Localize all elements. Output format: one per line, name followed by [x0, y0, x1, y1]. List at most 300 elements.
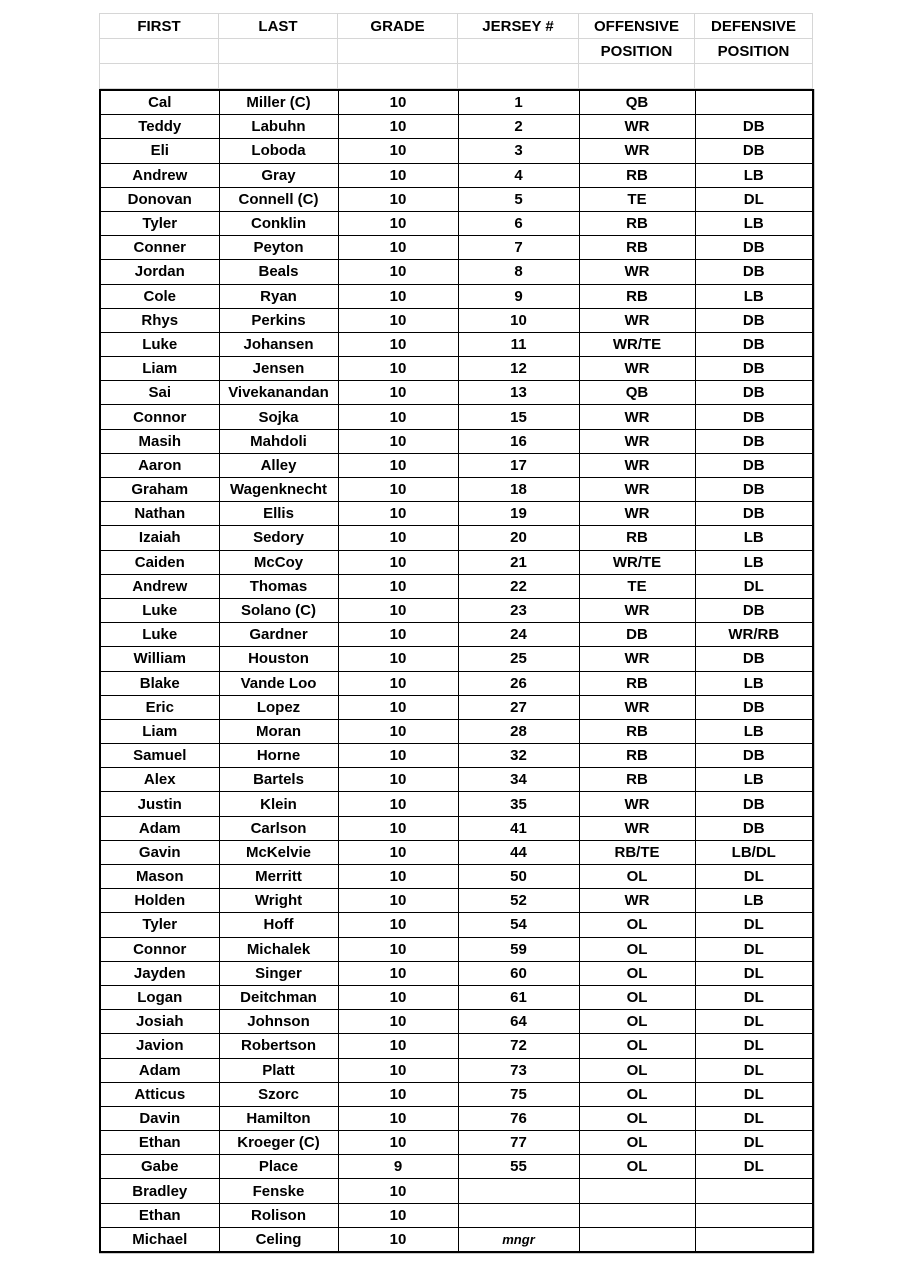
table-row	[100, 1034, 813, 1058]
cell-offensive-position: OL	[579, 1058, 695, 1082]
cell-grade: 10	[338, 889, 458, 913]
spacer-cell	[219, 39, 338, 64]
cell-jersey: 16	[458, 429, 579, 453]
cell-last: McKelvie	[219, 840, 338, 864]
cell-jersey: 9	[458, 284, 579, 308]
blank-spacer-row	[100, 64, 813, 89]
cell-last: Labuhn	[219, 115, 338, 139]
cell-grade: 10	[338, 550, 458, 574]
cell-jersey: 13	[458, 381, 579, 405]
table-row	[100, 211, 813, 235]
cell-jersey: 4	[458, 163, 579, 187]
cell-offensive-position	[579, 1227, 695, 1252]
table-row	[100, 381, 813, 405]
cell-defensive-position: DL	[695, 1106, 813, 1130]
cell-jersey: 5	[458, 187, 579, 211]
cell-first: Gabe	[100, 1155, 219, 1179]
cell-first: Liam	[100, 357, 219, 381]
cell-grade: 10	[338, 115, 458, 139]
cell-grade: 10	[338, 1106, 458, 1130]
cell-last: Hamilton	[219, 1106, 338, 1130]
table-row	[100, 574, 813, 598]
cell-offensive-position: QB	[579, 90, 695, 115]
cell-first: Gavin	[100, 840, 219, 864]
cell-first: Davin	[100, 1106, 219, 1130]
cell-first: Izaiah	[100, 526, 219, 550]
spacer-cell	[579, 64, 695, 89]
cell-jersey: 2	[458, 115, 579, 139]
cell-jersey: 35	[458, 792, 579, 816]
cell-first: Logan	[100, 985, 219, 1009]
cell-jersey: 15	[458, 405, 579, 429]
table-row	[100, 526, 813, 550]
cell-first: Connor	[100, 405, 219, 429]
cell-last: Conklin	[219, 211, 338, 235]
cell-jersey: 6	[458, 211, 579, 235]
cell-offensive-position: RB	[579, 744, 695, 768]
cell-grade: 10	[338, 1179, 458, 1203]
cell-offensive-position: WR	[579, 139, 695, 163]
cell-jersey: mngr	[458, 1227, 579, 1252]
cell-offensive-position: OL	[579, 1131, 695, 1155]
cell-offensive-position: RB/TE	[579, 840, 695, 864]
roster-table-body	[100, 90, 813, 1252]
cell-jersey: 55	[458, 1155, 579, 1179]
cell-last: Michalek	[219, 937, 338, 961]
cell-grade: 10	[338, 260, 458, 284]
cell-offensive-position: WR	[579, 260, 695, 284]
cell-defensive-position: DL	[695, 1155, 813, 1179]
cell-last: McCoy	[219, 550, 338, 574]
table-row	[100, 744, 813, 768]
cell-last: Mahdoli	[219, 429, 338, 453]
cell-jersey	[458, 1179, 579, 1203]
header-row-2	[100, 39, 813, 64]
cell-last: Beals	[219, 260, 338, 284]
spacer-cell	[338, 64, 458, 89]
cell-offensive-position: WR/TE	[579, 550, 695, 574]
cell-jersey: 20	[458, 526, 579, 550]
table-row	[100, 1131, 813, 1155]
cell-grade: 10	[338, 1131, 458, 1155]
cell-defensive-position: DL	[695, 1034, 813, 1058]
cell-last: Perkins	[219, 308, 338, 332]
table-row	[100, 913, 813, 937]
spacer-cell	[458, 64, 579, 89]
cell-first: Ethan	[100, 1203, 219, 1227]
cell-offensive-position	[579, 1179, 695, 1203]
cell-last: Peyton	[219, 236, 338, 260]
cell-first: Blake	[100, 671, 219, 695]
col-header-jersey: JERSEY #	[458, 14, 579, 39]
cell-defensive-position: DB	[695, 332, 813, 356]
cell-first: Connor	[100, 937, 219, 961]
cell-first: Andrew	[100, 574, 219, 598]
cell-first: Luke	[100, 332, 219, 356]
cell-grade: 10	[338, 719, 458, 743]
cell-last: Rolison	[219, 1203, 338, 1227]
cell-jersey: 76	[458, 1106, 579, 1130]
cell-defensive-position	[695, 90, 813, 115]
cell-offensive-position: RB	[579, 768, 695, 792]
cell-first: Luke	[100, 598, 219, 622]
cell-jersey: 3	[458, 139, 579, 163]
cell-grade: 10	[338, 236, 458, 260]
cell-defensive-position: DB	[695, 453, 813, 477]
cell-last: Solano (C)	[219, 598, 338, 622]
col-header-first: FIRST	[100, 14, 219, 39]
cell-last: Houston	[219, 647, 338, 671]
cell-last: Hoff	[219, 913, 338, 937]
cell-jersey: 10	[458, 308, 579, 332]
cell-jersey: 18	[458, 478, 579, 502]
cell-grade: 10	[338, 453, 458, 477]
col-subheader-defensive-position: POSITION	[695, 39, 813, 64]
cell-jersey: 21	[458, 550, 579, 574]
cell-defensive-position: DB	[695, 647, 813, 671]
col-header-offensive: OFFENSIVE	[579, 14, 695, 39]
cell-defensive-position: DL	[695, 1131, 813, 1155]
col-header-last: LAST	[219, 14, 338, 39]
cell-grade: 10	[338, 816, 458, 840]
cell-last: Ryan	[219, 284, 338, 308]
table-row	[100, 865, 813, 889]
table-row	[100, 671, 813, 695]
cell-jersey: 26	[458, 671, 579, 695]
cell-defensive-position: DB	[695, 744, 813, 768]
cell-jersey: 52	[458, 889, 579, 913]
cell-defensive-position: DB	[695, 236, 813, 260]
table-row	[100, 598, 813, 622]
table-row	[100, 115, 813, 139]
cell-jersey: 64	[458, 1010, 579, 1034]
cell-grade: 10	[338, 332, 458, 356]
cell-first: Josiah	[100, 1010, 219, 1034]
cell-jersey: 77	[458, 1131, 579, 1155]
cell-grade: 9	[338, 1155, 458, 1179]
cell-grade: 10	[338, 478, 458, 502]
cell-jersey: 27	[458, 695, 579, 719]
cell-first: Liam	[100, 719, 219, 743]
cell-grade: 10	[338, 647, 458, 671]
cell-first: Caiden	[100, 550, 219, 574]
cell-first: Michael	[100, 1227, 219, 1252]
table-row	[100, 1058, 813, 1082]
col-header-defensive: DEFENSIVE	[695, 14, 813, 39]
cell-defensive-position: LB	[695, 719, 813, 743]
table-row	[100, 260, 813, 284]
cell-defensive-position: DB	[695, 115, 813, 139]
cell-offensive-position: QB	[579, 381, 695, 405]
cell-last: Bartels	[219, 768, 338, 792]
roster-header	[99, 13, 813, 89]
cell-defensive-position: LB	[695, 211, 813, 235]
cell-grade: 10	[338, 284, 458, 308]
cell-offensive-position: WR	[579, 598, 695, 622]
cell-offensive-position: OL	[579, 961, 695, 985]
table-row	[100, 502, 813, 526]
spacer-cell	[100, 39, 219, 64]
cell-grade: 10	[338, 90, 458, 115]
cell-jersey: 11	[458, 332, 579, 356]
cell-last: Celing	[219, 1227, 338, 1252]
table-row	[100, 961, 813, 985]
cell-defensive-position: WR/RB	[695, 623, 813, 647]
cell-grade: 10	[338, 840, 458, 864]
cell-defensive-position: DB	[695, 357, 813, 381]
cell-first: Bradley	[100, 1179, 219, 1203]
cell-first: Samuel	[100, 744, 219, 768]
cell-grade: 10	[338, 1034, 458, 1058]
cell-first: Graham	[100, 478, 219, 502]
table-row	[100, 139, 813, 163]
cell-last: Vande Loo	[219, 671, 338, 695]
cell-grade: 10	[338, 744, 458, 768]
cell-first: Luke	[100, 623, 219, 647]
cell-grade: 10	[338, 792, 458, 816]
table-row	[100, 695, 813, 719]
cell-defensive-position: DL	[695, 937, 813, 961]
cell-defensive-position: DB	[695, 405, 813, 429]
cell-grade: 10	[338, 502, 458, 526]
cell-offensive-position: OL	[579, 1155, 695, 1179]
cell-last: Carlson	[219, 816, 338, 840]
cell-grade: 10	[338, 985, 458, 1009]
cell-defensive-position: DB	[695, 429, 813, 453]
cell-offensive-position: OL	[579, 1034, 695, 1058]
cell-offensive-position: WR	[579, 478, 695, 502]
cell-grade: 10	[338, 671, 458, 695]
cell-offensive-position: TE	[579, 574, 695, 598]
spacer-cell	[219, 64, 338, 89]
cell-jersey: 8	[458, 260, 579, 284]
cell-defensive-position	[695, 1203, 813, 1227]
cell-last: Connell (C)	[219, 187, 338, 211]
cell-jersey: 32	[458, 744, 579, 768]
table-row	[100, 792, 813, 816]
table-row	[100, 453, 813, 477]
table-row	[100, 550, 813, 574]
cell-first: Conner	[100, 236, 219, 260]
cell-grade: 10	[338, 574, 458, 598]
cell-jersey: 23	[458, 598, 579, 622]
cell-grade: 10	[338, 695, 458, 719]
cell-first: Nathan	[100, 502, 219, 526]
cell-offensive-position: WR	[579, 453, 695, 477]
cell-grade: 10	[338, 187, 458, 211]
header-row-1	[100, 14, 813, 39]
table-row	[100, 623, 813, 647]
cell-last: Gardner	[219, 623, 338, 647]
cell-offensive-position: RB	[579, 236, 695, 260]
cell-defensive-position	[695, 1179, 813, 1203]
cell-first: Adam	[100, 1058, 219, 1082]
cell-last: Kroeger (C)	[219, 1131, 338, 1155]
cell-last: Sojka	[219, 405, 338, 429]
cell-defensive-position: LB	[695, 768, 813, 792]
table-row	[100, 1010, 813, 1034]
cell-offensive-position: WR	[579, 816, 695, 840]
roster-table	[99, 89, 814, 1253]
cell-grade: 10	[338, 961, 458, 985]
cell-grade: 10	[338, 1082, 458, 1106]
cell-offensive-position: WR	[579, 695, 695, 719]
cell-first: Ethan	[100, 1131, 219, 1155]
cell-last: Vivekanandan	[219, 381, 338, 405]
cell-last: Robertson	[219, 1034, 338, 1058]
cell-first: Rhys	[100, 308, 219, 332]
cell-first: Alex	[100, 768, 219, 792]
cell-jersey: 59	[458, 937, 579, 961]
cell-last: Klein	[219, 792, 338, 816]
cell-defensive-position: LB	[695, 284, 813, 308]
cell-defensive-position: LB/DL	[695, 840, 813, 864]
cell-last: Johnson	[219, 1010, 338, 1034]
cell-grade: 10	[338, 623, 458, 647]
cell-first: Jordan	[100, 260, 219, 284]
cell-offensive-position: DB	[579, 623, 695, 647]
cell-offensive-position: OL	[579, 913, 695, 937]
table-row	[100, 816, 813, 840]
cell-defensive-position: DL	[695, 913, 813, 937]
table-row	[100, 985, 813, 1009]
cell-jersey: 25	[458, 647, 579, 671]
cell-grade: 10	[338, 429, 458, 453]
cell-last: Moran	[219, 719, 338, 743]
cell-last: Ellis	[219, 502, 338, 526]
cell-last: Wright	[219, 889, 338, 913]
table-row	[100, 90, 813, 115]
cell-jersey: 7	[458, 236, 579, 260]
cell-defensive-position: DB	[695, 308, 813, 332]
cell-grade: 10	[338, 913, 458, 937]
cell-defensive-position: DL	[695, 1010, 813, 1034]
spacer-cell	[338, 39, 458, 64]
cell-first: Sai	[100, 381, 219, 405]
cell-jersey: 17	[458, 453, 579, 477]
cell-defensive-position: DB	[695, 598, 813, 622]
table-row	[100, 332, 813, 356]
cell-jersey: 60	[458, 961, 579, 985]
cell-first: Mason	[100, 865, 219, 889]
cell-jersey: 54	[458, 913, 579, 937]
cell-jersey: 34	[458, 768, 579, 792]
table-row	[100, 429, 813, 453]
spacer-cell	[695, 64, 813, 89]
cell-jersey: 61	[458, 985, 579, 1009]
cell-offensive-position: OL	[579, 1106, 695, 1130]
cell-first: Adam	[100, 816, 219, 840]
cell-first: Cal	[100, 90, 219, 115]
cell-defensive-position: DB	[695, 478, 813, 502]
cell-last: Wagenknecht	[219, 478, 338, 502]
cell-defensive-position: DL	[695, 187, 813, 211]
table-row	[100, 163, 813, 187]
table-row	[100, 889, 813, 913]
cell-grade: 10	[338, 357, 458, 381]
cell-offensive-position: WR	[579, 357, 695, 381]
cell-last: Gray	[219, 163, 338, 187]
cell-last: Deitchman	[219, 985, 338, 1009]
cell-offensive-position: RB	[579, 526, 695, 550]
cell-first: Andrew	[100, 163, 219, 187]
cell-offensive-position: TE	[579, 187, 695, 211]
col-subheader-offensive-position: POSITION	[579, 39, 695, 64]
cell-grade: 10	[338, 1227, 458, 1252]
table-row	[100, 1155, 813, 1179]
cell-last: Thomas	[219, 574, 338, 598]
cell-jersey: 24	[458, 623, 579, 647]
cell-offensive-position	[579, 1203, 695, 1227]
cell-jersey	[458, 1203, 579, 1227]
cell-last: Fenske	[219, 1179, 338, 1203]
cell-last: Sedory	[219, 526, 338, 550]
table-row	[100, 1179, 813, 1203]
cell-last: Merritt	[219, 865, 338, 889]
cell-grade: 10	[338, 1010, 458, 1034]
cell-offensive-position: RB	[579, 671, 695, 695]
cell-offensive-position: WR	[579, 429, 695, 453]
cell-jersey: 73	[458, 1058, 579, 1082]
cell-grade: 10	[338, 768, 458, 792]
cell-offensive-position: RB	[579, 163, 695, 187]
cell-defensive-position: LB	[695, 550, 813, 574]
cell-defensive-position: DB	[695, 695, 813, 719]
cell-grade: 10	[338, 163, 458, 187]
cell-last: Place	[219, 1155, 338, 1179]
cell-defensive-position: DL	[695, 1082, 813, 1106]
cell-offensive-position: RB	[579, 284, 695, 308]
cell-first: William	[100, 647, 219, 671]
cell-grade: 10	[338, 526, 458, 550]
cell-defensive-position: DL	[695, 985, 813, 1009]
cell-grade: 10	[338, 937, 458, 961]
cell-defensive-position: DL	[695, 574, 813, 598]
table-row	[100, 937, 813, 961]
cell-last: Jensen	[219, 357, 338, 381]
cell-defensive-position: DB	[695, 381, 813, 405]
cell-first: Atticus	[100, 1082, 219, 1106]
cell-defensive-position: DL	[695, 865, 813, 889]
cell-first: Justin	[100, 792, 219, 816]
cell-first: Tyler	[100, 211, 219, 235]
cell-defensive-position	[695, 1227, 813, 1252]
cell-first: Teddy	[100, 115, 219, 139]
cell-defensive-position: DB	[695, 260, 813, 284]
cell-first: Donovan	[100, 187, 219, 211]
cell-grade: 10	[338, 405, 458, 429]
cell-first: Holden	[100, 889, 219, 913]
table-row	[100, 478, 813, 502]
table-row	[100, 719, 813, 743]
cell-jersey: 72	[458, 1034, 579, 1058]
cell-last: Platt	[219, 1058, 338, 1082]
table-row	[100, 647, 813, 671]
table-row	[100, 308, 813, 332]
cell-offensive-position: WR	[579, 889, 695, 913]
cell-offensive-position: WR	[579, 115, 695, 139]
table-row	[100, 357, 813, 381]
cell-defensive-position: DB	[695, 139, 813, 163]
col-header-grade: GRADE	[338, 14, 458, 39]
cell-offensive-position: OL	[579, 937, 695, 961]
cell-first: Jayden	[100, 961, 219, 985]
cell-last: Loboda	[219, 139, 338, 163]
cell-last: Szorc	[219, 1082, 338, 1106]
cell-offensive-position: OL	[579, 1010, 695, 1034]
cell-offensive-position: WR/TE	[579, 332, 695, 356]
cell-grade: 10	[338, 308, 458, 332]
